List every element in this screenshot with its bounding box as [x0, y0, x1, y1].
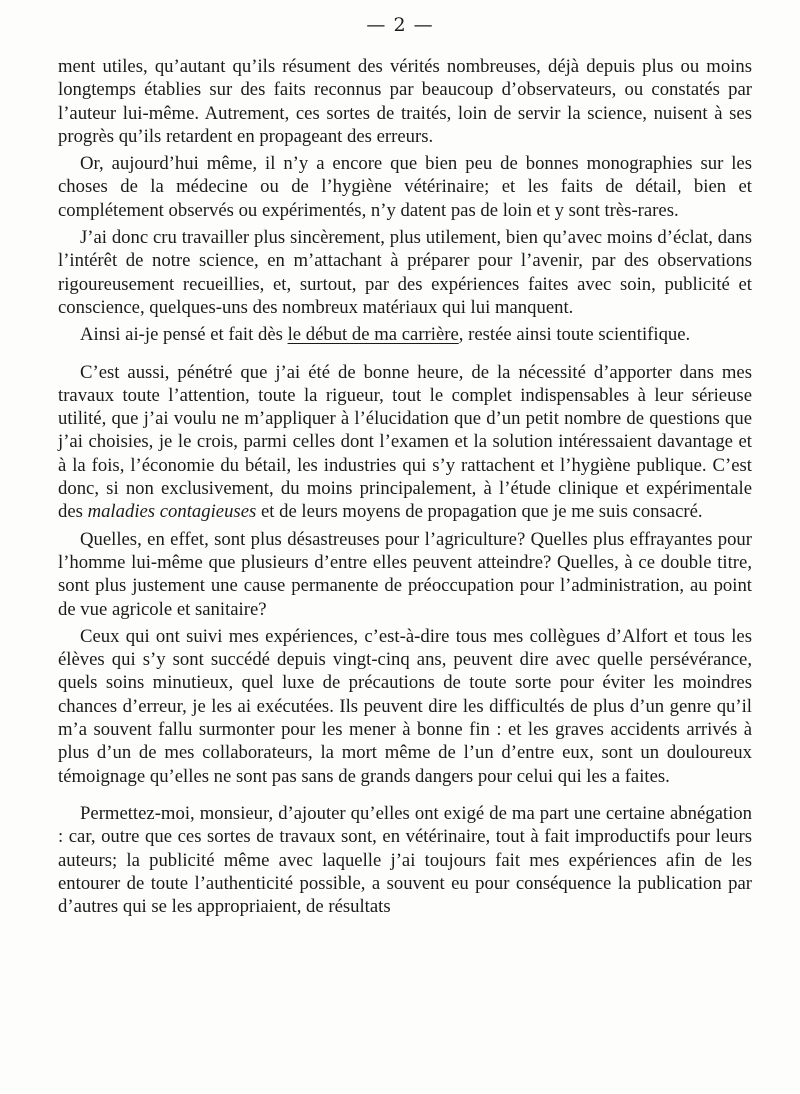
paragraph-5 [58, 361, 752, 524]
paragraph-5-end: et de leurs moyens de propagation que je me suis consacré. [256, 501, 703, 523]
paragraph-2: Or, aujourd’hui même, il n’y a encore que bien peu de bonnes monographies sur les choses de la médecine ou de l’hygiène vétérinaire; et les faits de détail, bien et complétement observés ou expérimentés, n’y datent pas de loin et y sont très-rares. [58, 153, 752, 221]
paragraph-5-start: C’est aussi, pénétré que j’ai été de bonne heure, de la nécessité d’apporter dans mes travaux toute l’attention, toute la rigueur, tout le complet indispensables à leur sérieuse utilité, que j’ai voulu ne m’appliquer à l’élucidation que d’un petit nombre de questions que j’ai choisies, je le crois, parmi celles dont l’examen et la solution intéressaient davantage et à la fois, l’économie du bétail, les industries qui s’y rattachent et l’hygiène publique. C’est donc, si non exclusivement, du moins principalement, à l’étude clinique et expérimentale des [58, 361, 752, 523]
underlined-phrase: le début de ma carrière [287, 324, 459, 346]
italic-phrase: maladies contagieuses [87, 501, 257, 523]
paragraph-4-end: , restée ainsi toute scientifique. [458, 324, 691, 346]
paragraph-4-start: Ainsi ai-je pensé et fait dès [80, 324, 288, 346]
paragraph-1: ment utiles, qu’autant qu’ils résument des vérités nombreuses, déjà depuis plus ou moins longtemps établies sur des faits reconnus par beaucoup d’observateurs, ou constatés par l’auteur lui-même. Autrement, ces sortes de traités, loin de servir la science, nuisent à ses progrès qu’ils retardent en propageant des erreurs. [58, 56, 752, 147]
paragraph-7: Ceux qui ont suivi mes expériences, c’est-à-dire tous mes collègues d’Alfort et tous les élèves qui s’y sont succédé depuis vingt-cinq ans, peuvent dire avec quelle persévérance, quels soins minutieux, quel luxe de précautions de toute sorte pour éviter les moindres chances d’erreur, je les ai exécutées. Ils peuvent dire les difficultés de plus d’un genre qu’il m’a souvent fallu surmonter pour les mener à bonne fin : et les graves accidents arrivés à plus d’un de mes collaborateurs, la mort même de l’un d’entre eux, sont un douloureux témoignage qu’elles ne sont pas sans de grands dangers pour celui qui les a faites. [58, 625, 752, 787]
paragraph-6: Quelles, en effet, sont plus désastreuses pour l’agriculture? Quelles plus effrayantes pour l’homme lui-même que plusieurs d’entre elles peuvent atteindre? Quelles, à ce double titre, sont plus justement une cause permanente de préoccupation pour l’administration, au point de vue agricole et sanitaire? [58, 528, 752, 620]
paragraph-3: J’ai donc cru travailler plus sincèrement, plus utilement, bien qu’avec moins d’éclat, dans l’intérêt de notre science, en m’attachant à préparer pour l’avenir, par des observations rigoureusement recueillies, et, surtout, par des expériences faites avec soin, publicité et conscience, quelques-uns des nombreux matériaux qui lui manquent. [58, 227, 752, 318]
paragraph-4 [58, 323, 752, 346]
body-text [58, 55, 752, 918]
page-number: — 2 — [366, 14, 434, 36]
paragraph-8: Permettez-moi, monsieur, d’ajouter qu’elles ont exigé de ma part une certaine abnégation : car, outre que ces sortes de travaux sont, en vétérinaire, tout à fait improductifs pour leurs auteurs; la publicité même avec laquelle j’ai toujours fait mes expériences afin de les entourer de toute l’authenticité possible, a souvent eu pour conséquence la publication par d’autres qui se les appropriaient, de résultats [58, 802, 752, 918]
